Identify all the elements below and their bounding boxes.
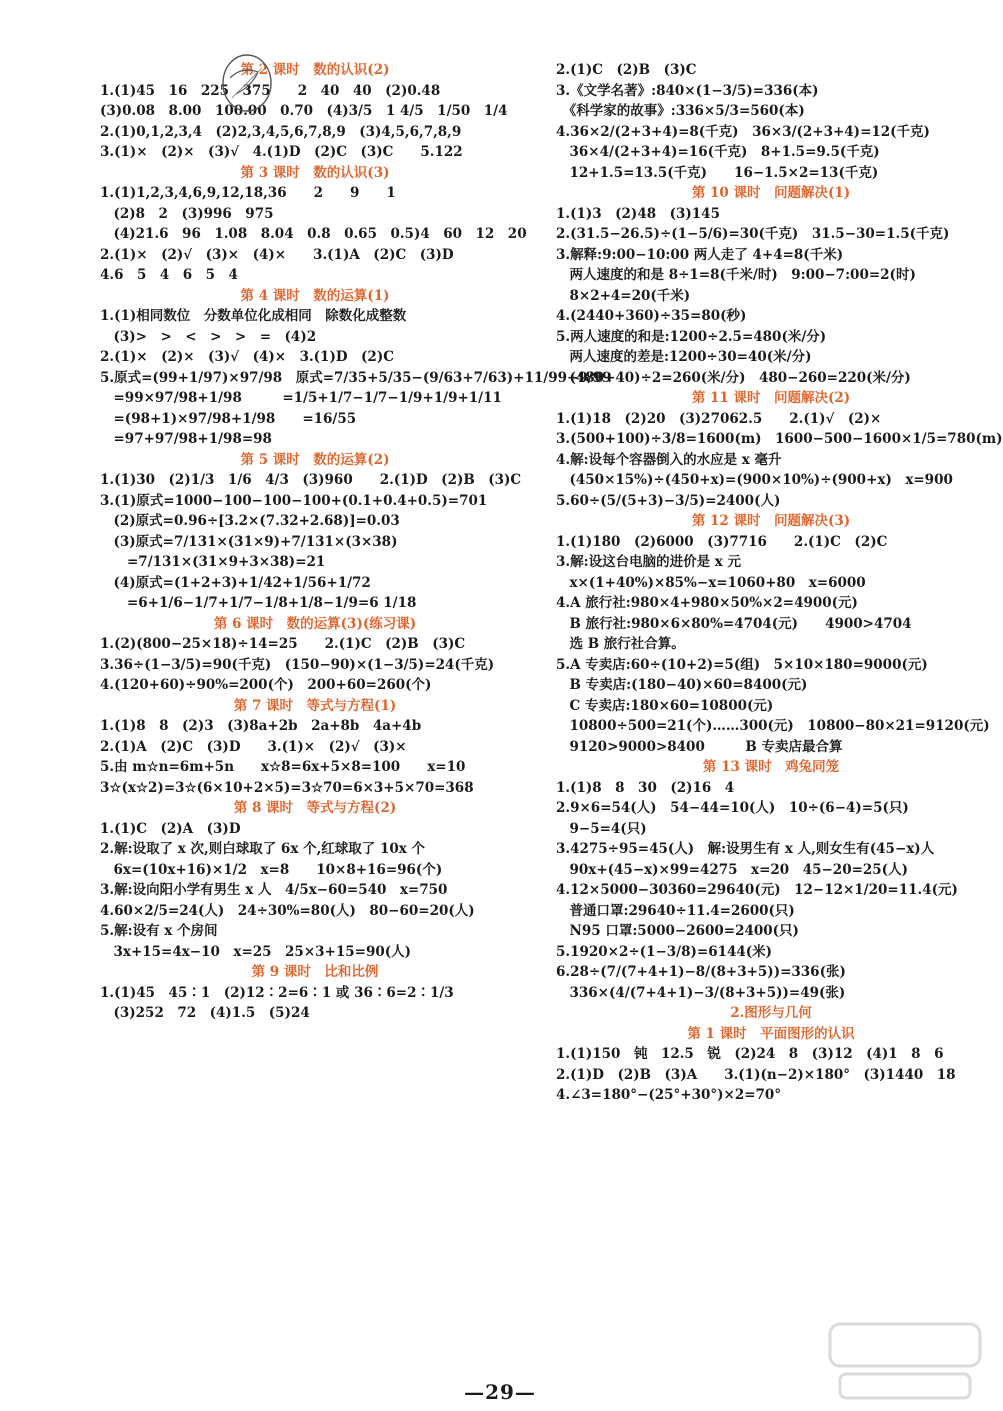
answer-line: 6x=(10x+16)×1/2 x=8 10×8+16=96(个) [100,861,443,878]
answer-line: 4.(2440+360)÷35=80(秒) [556,308,747,324]
answer-line: 2.解:设取了 x 次,则白球取了 6x 个,红球取了 10x 个 [100,841,426,857]
answer-line: C 专卖店:180×60=10800(元) [556,697,774,714]
answer-line: 2.(1)0,1,2,3,4 (2)2,3,4,5,6,7,8,9 (3)4,5,6,7,8,9 [100,123,462,140]
section-heading: 第 2 课时 数的认识(2) [240,62,390,78]
answer-line: (3)原式=7/131×(31×9)+7/131×(3×38) [100,533,398,550]
section-heading: 2.图形与几何 [730,1005,812,1021]
handwritten-seal-icon [212,48,282,118]
answer-line: 3.解释:9:00−10:00 两人走了 4+4=8(千米) [556,246,844,263]
section-heading: 第 7 课时 等式与方程(1) [233,697,397,714]
answer-line: 3.(1)× (2)× (3)√ 4.(1)D (2)C (3)C 5.122 [100,144,463,160]
answer-line: 3.解:设这台电脑的进价是 x 元 [556,554,742,570]
answer-line: =6+1/6−1/7+1/7−1/8+1/8−1/9=6 1/18 [100,595,417,611]
answer-line: (4)原式=(1+2+3)+1/42+1/56+1/72 [100,574,371,591]
right-column [556,60,1003,1106]
answer-line: 1.(1)C (2)A (3)D [100,820,241,837]
page-number: —29— [464,1380,536,1404]
answer-line: =(98+1)×97/98+1/98 =16/55 [100,410,357,427]
answer-line: 两人速度的差是:1200÷30=40(米/分) [556,349,812,365]
section-heading: 第 11 课时 问题解决(2) [691,390,851,406]
section-heading: 第 9 课时 比和比例 [251,964,379,980]
answer-line: 6.28÷(7/(7+4+1)−8/(8+3+5))=336(张) [556,964,846,980]
answer-line: =97+97/98+1/98=98 [100,431,272,447]
answer-line: 2.(1)D (2)B (3)A 3.(1)(n−2)×180° (3)1440 18 [556,1066,956,1083]
answer-line: 3.4275÷95=45(人) 解:设男生有 x 人,则女生有(45−x)人 [556,841,935,857]
answer-line: N95 口罩:5000−2600=2400(只) [556,923,799,939]
answer-line: 1.(1)3 (2)48 (3)145 [556,205,720,222]
answer-line: 《科学家的故事》:336×5/3=560(本) [556,103,805,119]
answer-line: (480+40)÷2=260(米/分) 480−260=220(米/分) [556,369,911,386]
answer-line: (3)> > < > > = (4)2 [100,328,317,345]
section-heading: 第 12 课时 问题解决(3) [691,513,851,529]
answer-line: (450×15%)÷(450+x)=(900×10%)÷(900+x) x=900 [556,472,953,488]
section-heading: 第 1 课时 平面图形的认识 [687,1025,855,1042]
section-heading: 第 4 课时 数的运算(1) [240,287,390,304]
answer-line: 4.12×5000−30360=29640(元) 12−12×1/20=11.4(元) [556,882,958,898]
answer-line: 1.(1)8 8 30 (2)16 4 [556,779,735,796]
answer-line: 12+1.5=13.5(千克) 16−1.5×2=13(千克) [556,164,879,181]
answer-line: 5.1920×2÷(1−3/8)=6144(米) [556,943,773,960]
answer-line: 5.两人速度的和是:1200÷2.5=480(米/分) [556,328,827,345]
answer-line: 1.(1)8 8 (2)3 (3)8a+2b 2a+8b 4a+4b [100,718,422,734]
section-heading: 第 8 课时 等式与方程(2) [233,800,397,816]
answer-line: 2.9×6=54(人) 54−44=10(人) 10÷(6−4)=5(只) [556,800,909,816]
answer-line: 1.(1)45 45∶1 (2)12∶2=6∶1 或 36∶6=2∶1/3 [100,984,454,1001]
answer-line: 3x+15=4x−10 x=25 25×3+15=90(人) [100,943,412,960]
answer-line: =99×97/98+1/98 =1/5+1/7−1/7−1/9+1/9+1/11 [100,390,502,406]
answer-line: 3.36÷(1−3/5)=90(千克) (150−90)×(1−3/5)=24(千克) [100,656,495,673]
answer-line: 3.解:设向阳小学有男生 x 人 4/5x−60=540 x=750 [100,882,448,898]
answer-line: 1.(1)150 钝 12.5 锐 (2)24 8 (3)12 (4)1 8 6 [556,1046,944,1062]
section-heading: 第 6 课时 数的运算(3)(练习课) [213,615,417,632]
answer-line: 4.(120+60)÷90%=200(个) 200+60=260(个) [100,677,432,693]
answer-line: 5.60÷(5/(5+3)−3/5)=2400(人) [556,492,781,509]
answer-line: 2.(1)× (2)√ (3)× (4)× 3.(1)A (2)C (3)D [100,246,454,263]
answer-line: (3)252 72 (4)1.5 (5)24 [100,1005,310,1021]
answer-line: x×(1+40%)×85%−x=1060+80 x=6000 [556,574,866,591]
answer-line: 两人速度的和是 8÷1=8(千米/时) 9:00−7:00=2(时) [556,267,916,283]
answer-line: 4.6 5 4 6 5 4 [100,267,238,283]
section-heading: 第 13 课时 鸡兔同笼 [702,759,840,775]
answer-line: 4.36×2/(2+3+4)=8(千克) 36×3/(2+3+4)=12(千克) [556,123,930,140]
answer-line: 1.(1)30 (2)1/3 1/6 4/3 (3)960 2.(1)D (2)B (3)C [100,472,522,488]
answer-line: 3.(1)原式=1000−100−100−100+(0.1+0.4+0.5)=701 [100,492,488,509]
answer-line: 36×4/(2+3+4)=16(千克) 8+1.5=9.5(千克) [556,144,880,160]
answer-line: 1.(2)(800−25×18)÷14=25 2.(1)C (2)B (3)C [100,636,466,652]
answer-line: 9−5=4(只) [556,820,647,837]
answer-line: B 专卖店:(180−40)×60=8400(元) [556,677,808,693]
answer-line: 9120>9000>8400 B 专卖店最合算 [556,738,843,755]
section-heading: 第 5 课时 数的运算(2) [240,451,390,468]
answer-line: 5.原式=(99+1/97)×97/98 原式=7/35+5/35−(9/63+7/63)+11/99+9/99 [100,369,612,386]
section-heading: 第 3 课时 数的认识(3) [240,164,390,181]
answer-line: 4.A 旅行社:980×4+980×50%×2=4900(元) [556,595,858,611]
answer-line: 2.(1)× (2)× (3)√ (4)× 3.(1)D (2)C [100,349,394,365]
answer-line: (3)0.08 8.00 100.00 0.70 (4)3/5 1 4/5 1/50 1/4 [100,103,508,119]
answer-line: 8×2+4=20(千米) [556,287,691,304]
answer-line: 336×(4/(7+4+1)−3/(8+3+5))=49(张) [556,984,846,1001]
answer-line: B 旅行社:980×6×80%=4704(元) 4900>4704 [556,615,912,632]
answer-line: 5.由 m☆n=6m+5n x☆8=6x+5×8=100 x=10 [100,759,466,775]
answer-line: 3.《文学名著》:840×(1−3/5)=336(本) [556,82,819,99]
answer-line: 1.(1)45 16 225 375 2 40 40 (2)0.48 [100,82,441,99]
answer-line: =7/131×(31×9+3×38)=21 [100,554,326,570]
answer-line: 普通口罩:29640÷11.4=2600(只) [556,902,795,919]
answer-line: (4)21.6 96 1.08 8.04 0.8 0.65 0.5)4 60 12 20 [100,226,527,242]
answer-line: 90x+(45−x)×99=4275 x=20 45−20=25(人) [556,861,908,878]
answer-line: 10800÷500=21(个)……300(元) 10800−80×21=9120(元) [556,718,990,734]
answer-line: 4.∠3=180°−(25°+30°)×2=70° [556,1087,782,1103]
answer-line: 5.解:设有 x 个房间 [100,923,218,939]
answer-line: (2)8 2 (3)996 975 [100,205,274,222]
answer-line: 4.解:设每个容器倒入的水应是 x 毫升 [556,451,782,468]
answer-line: 3☆(x☆2)=3☆(6×10+2×5)=3☆70=6×3+5×70=368 [100,779,474,796]
answer-line: 1.(1)18 (2)20 (3)27062.5 2.(1)√ (2)× [556,410,882,427]
answer-line: 1.(1)相同数位 分数单位化成相同 除数化成整数 [100,308,407,324]
answer-line: 4.60×2/5=24(人) 24÷30%=80(人) 80−60=20(人) [100,902,475,919]
answer-line: 1.(1)1,2,3,4,6,9,12,18,36 2 9 1 [100,185,396,201]
answer-line: 2.(31.5−26.5)÷(1−5/6)=30(千克) 31.5−30=1.5(千克) [556,226,950,242]
answer-line: 选 B 旅行社合算。 [556,636,685,652]
section-heading: 第 10 课时 问题解决(1) [691,185,851,201]
answer-line: 3.(500+100)÷3/8=1600(m) 1600−500−1600×1/5=780(m) [556,431,1003,447]
answer-line: 5.A 专卖店:60÷(10+2)=5(组) 5×10×180=9000(元) [556,656,928,673]
answer-line: 2.(1)C (2)B (3)C [556,62,697,78]
answer-line: (2)原式=0.96÷[3.2×(7.32+2.68)]=0.03 [100,513,400,529]
answer-line: 1.(1)180 (2)6000 (3)7716 2.(1)C (2)C [556,533,888,550]
answer-line: 2.(1)A (2)C (3)D 3.(1)× (2)√ (3)× [100,738,407,755]
